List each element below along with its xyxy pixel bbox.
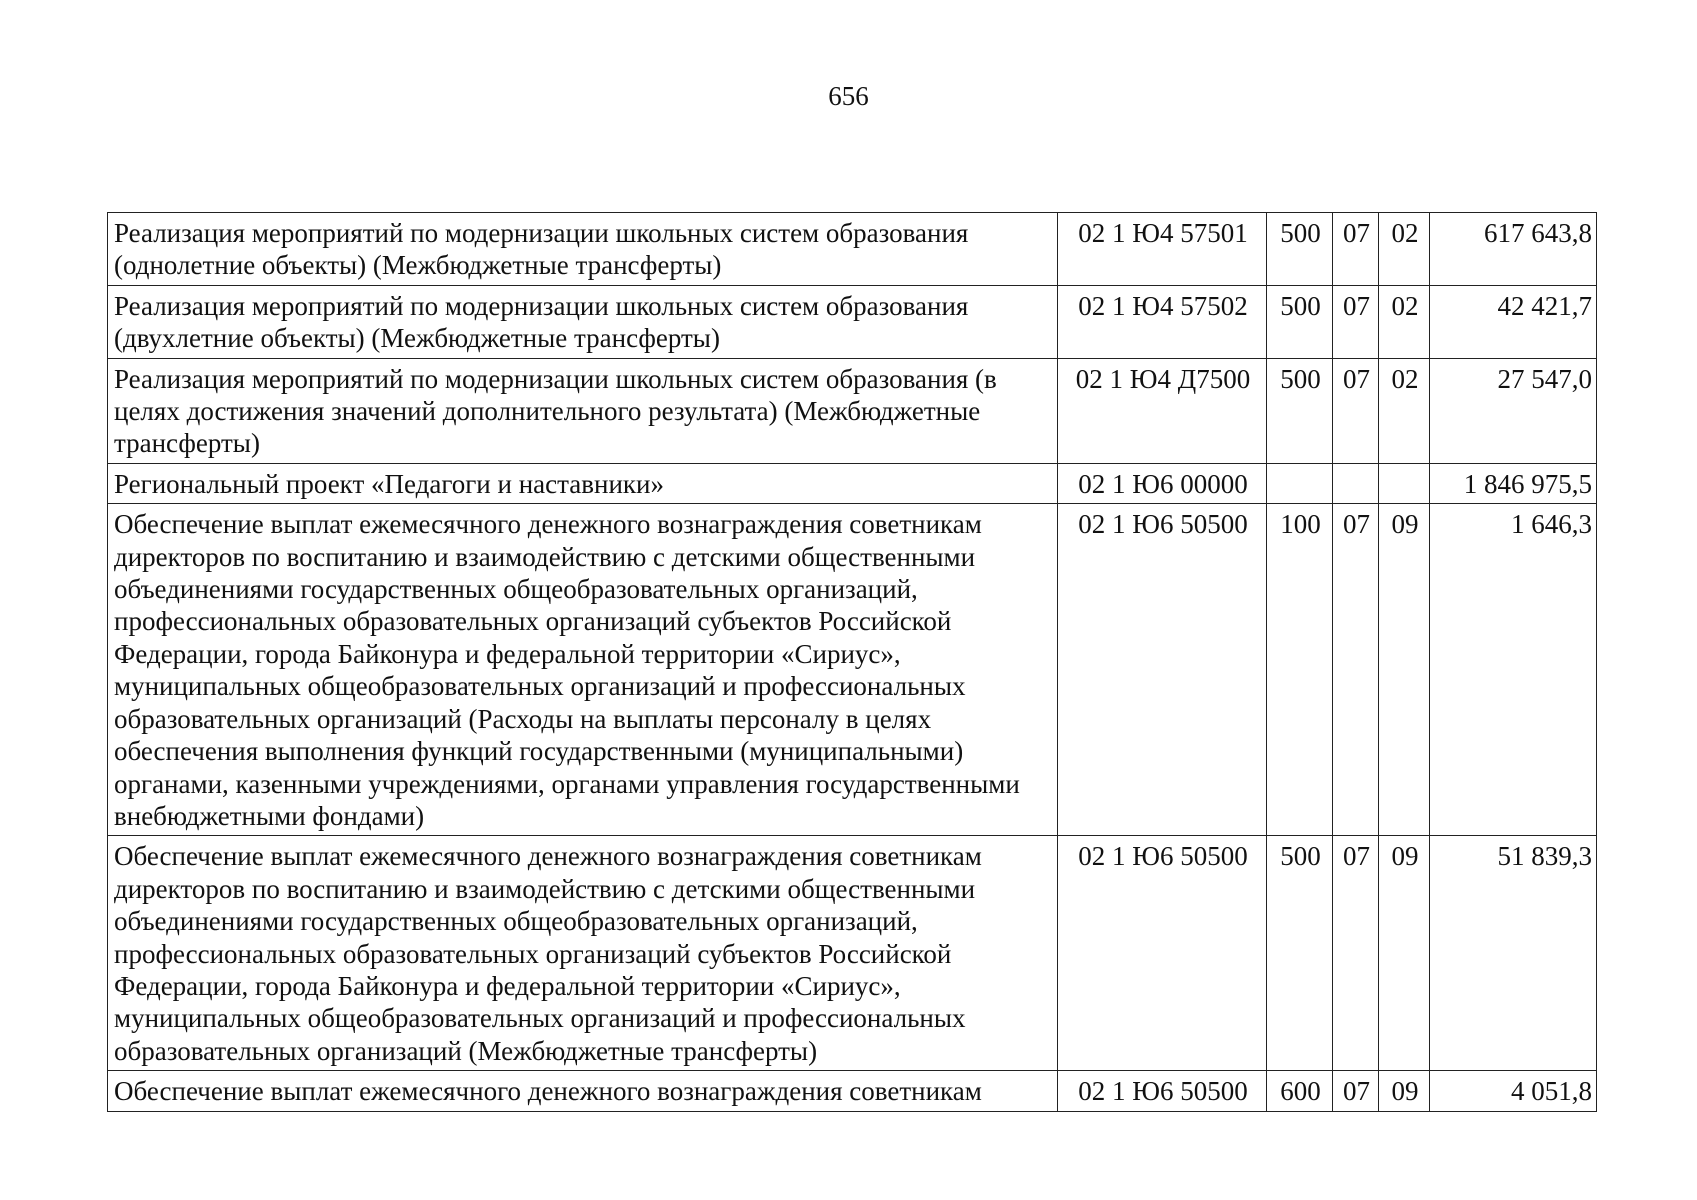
amount: 1 646,3 <box>1430 504 1597 836</box>
table-row <box>108 504 1597 836</box>
section-code: 07 <box>1333 213 1379 286</box>
subsection-code: 02 <box>1379 213 1430 286</box>
amount: 27 547,0 <box>1430 358 1597 463</box>
expense-type-code: 500 <box>1267 836 1333 1071</box>
subsection-code: 09 <box>1379 504 1430 836</box>
table-row <box>108 463 1597 503</box>
table-row <box>108 213 1597 286</box>
subsection-code: 02 <box>1379 285 1430 358</box>
amount: 1 846 975,5 <box>1430 463 1597 503</box>
expense-type-code <box>1267 463 1333 503</box>
section-code <box>1333 463 1379 503</box>
section-code: 07 <box>1333 504 1379 836</box>
expense-type-code: 600 <box>1267 1071 1333 1111</box>
expense-name: Обеспечение выплат ежемесячного денежного вознаграждения советникам <box>108 1071 1058 1111</box>
section-code: 07 <box>1333 1071 1379 1111</box>
target-article-code: 02 1 Ю6 50500 <box>1058 1071 1267 1111</box>
budget-table <box>107 212 1597 1112</box>
target-article-code: 02 1 Ю6 00000 <box>1058 463 1267 503</box>
expense-name: Обеспечение выплат ежемесячного денежного вознаграждения советникам директоров по воспитанию и взаимодействию с детскими общественными объединениями государственных общеобразовательных организаций, профессиональных образовательных организаций субъектов Российской Федерации, города Байконура и федеральной территории «Сириус», муниципальных общеобразовательных организаций и профессиональных образовательных организаций (Межбюджетные трансферты) <box>108 836 1058 1071</box>
target-article-code: 02 1 Ю6 50500 <box>1058 504 1267 836</box>
expense-name: Реализация мероприятий по модернизации школьных систем образования (однолетние объекты) (Межбюджетные трансферты) <box>108 213 1058 286</box>
section-code: 07 <box>1333 358 1379 463</box>
subsection-code <box>1379 463 1430 503</box>
amount: 617 643,8 <box>1430 213 1597 286</box>
expense-name: Реализация мероприятий по модернизации школьных систем образования (двухлетние объекты) (Межбюджетные трансферты) <box>108 285 1058 358</box>
section-code: 07 <box>1333 836 1379 1071</box>
expense-type-code: 500 <box>1267 285 1333 358</box>
expense-name: Реализация мероприятий по модернизации школьных систем образования (в целях достижения значений дополнительного результата) (Межбюджетные трансферты) <box>108 358 1058 463</box>
table-row <box>108 1071 1597 1111</box>
page-number: 656 <box>828 81 869 111</box>
subsection-code: 09 <box>1379 836 1430 1071</box>
target-article-code: 02 1 Ю6 50500 <box>1058 836 1267 1071</box>
table-row <box>108 285 1597 358</box>
expense-name: Региональный проект «Педагоги и наставники» <box>108 463 1058 503</box>
target-article-code: 02 1 Ю4 57501 <box>1058 213 1267 286</box>
expense-type-code: 100 <box>1267 504 1333 836</box>
amount: 42 421,7 <box>1430 285 1597 358</box>
amount: 4 051,8 <box>1430 1071 1597 1111</box>
table-row <box>108 836 1597 1071</box>
subsection-code: 02 <box>1379 358 1430 463</box>
expense-type-code: 500 <box>1267 213 1333 286</box>
expense-type-code: 500 <box>1267 358 1333 463</box>
amount: 51 839,3 <box>1430 836 1597 1071</box>
target-article-code: 02 1 Ю4 Д7500 <box>1058 358 1267 463</box>
expense-name: Обеспечение выплат ежемесячного денежного вознаграждения советникам директоров по воспитанию и взаимодействию с детскими общественными объединениями государственных общеобразовательных организаций, профессиональных образовательных организаций субъектов Российской Федерации, города Байконура и федеральной территории «Сириус», муниципальных общеобразовательных организаций и профессиональных образовательных организаций (Расходы на выплаты персоналу в целях обеспечения выполнения функций государственными (муниципальными) органами, казенными учреждениями, органами управления государственными внебюджетными фондами) <box>108 504 1058 836</box>
target-article-code: 02 1 Ю4 57502 <box>1058 285 1267 358</box>
section-code: 07 <box>1333 285 1379 358</box>
table-row <box>108 358 1597 463</box>
subsection-code: 09 <box>1379 1071 1430 1111</box>
